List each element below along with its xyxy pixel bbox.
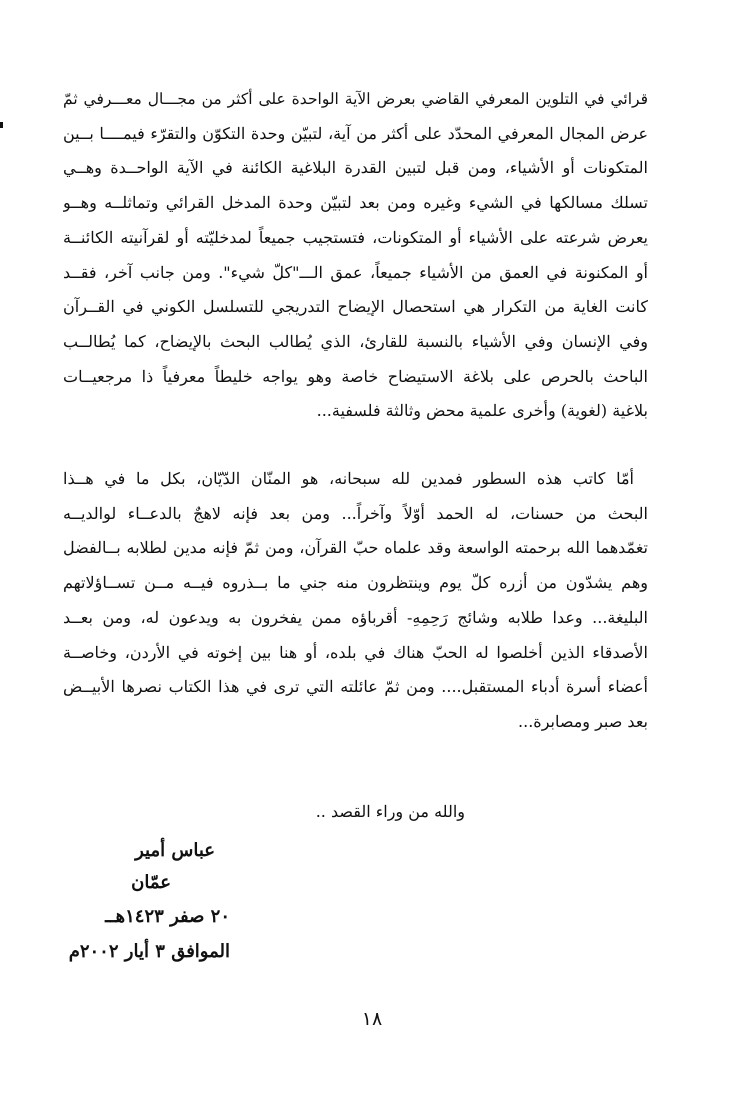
page-number: ١٨ [361,1008,383,1030]
text-line: البحث من حسنات، له الحمد أوّلاً وآخراً... ومن بعد فإنه لاهجٌ بالدعــاء لوالديــه [63,503,648,523]
gregorian-date: الموافق ٣ أيار ٢٠٠٢م [68,941,230,962]
text-line: أو المكنونة في العمق من الأشياء جميعاً، عمق الـــ"كلّ شيء". ومن جانب آخر، فقــد [63,262,648,282]
text-line: أمّا كاتب هذه السطور فمدين لله سبحانه، هو المنّان الدّيّان، بكل ما في هــذا [63,469,634,488]
closing-phrase: والله من وراء القصد .. [315,802,465,821]
text-line: وهم يشدّون من أزره كلّ يوم وينتظرون منه جني ما بــذروه فيــه مــن تســاؤلاتهم [63,573,648,593]
paragraph-thanks [63,462,648,740]
text-line: البليغة... وعدا طلابه وشائج رَحِمِهِ- أقرباؤه ممن يفخرون به ويدعون له، ومن بعــد [63,607,648,627]
text-line: يعرض شرعته على الأشياء أو المتكونات، فتستجيب جميعاً لمدخليّته أو لقرآنيته الكائنــة [63,227,648,247]
text-line: قرائي في التلوين المعرفي القاضي بعرض الآية الواحدة على أكثر من مجـــال معـــرفي ثمّ [63,90,648,108]
text-line: تغمّدهما الله برحمته الواسعة وقد علماه حبّ القرآن، ومن ثمّ فإنه مدين لطلابه بــالفضل [63,538,648,558]
text-line: بعد صبر ومصابرة... [518,711,648,731]
text-line: أعضاء أسرة أدباء المستقبل.... ومن ثمّ عائلته التي ترى في هذا الكتاب نصرها الأبيــض [63,677,648,697]
text-line: عرض المجال المعرفي المحدّد على أكثر من آية، لتبيّن وحدة التكوّن والتقرّء فيمــــا بــين [63,123,648,143]
text-line: الباحث بالحرص على بلاغة الاستيضاح خاصة وهو يواجه خليطاً معرفياً ذا مرجعيــات [63,366,648,386]
text-line: تسلك مسالكها في الشيء وغيره ومن بعد لتبيّن وحدة المدخل القرائي وتماثلــه وهــو [63,193,648,213]
text-line: الأصدقاء الذين أخلصوا له الحبّ هناك في بلده، أو هنا بين إخوته في الأردن، وخاصــة [63,642,648,662]
text-line: وفي الإنسان وفي الأشياء بالنسبة للقارئ، الذي يُطالب البحث بالإيضاح، كما يُطالــب [63,331,648,351]
author-name: عباس أمير [135,840,215,861]
margin-mark [0,122,3,128]
paragraph-acknowledgment-method [63,82,648,429]
text-line: المتكونات أو الأشياء، ومن قبل لتبين القدرة البلاغية الكائنة في الآية الواحــدة وهــي [63,158,648,178]
author-city: عمّان [131,872,171,893]
hijri-date: ٢٠ صفر ١٤٢٣هــ [105,906,230,927]
text-line: بلاغية (لغوية) وأخرى علمية محض وثالثة فلسفية... [316,401,648,421]
text-line: كانت الغاية من التكرار هي استحصال الإيضاح التدريجي للتسلسل الكوني في القــرآن [63,297,648,317]
